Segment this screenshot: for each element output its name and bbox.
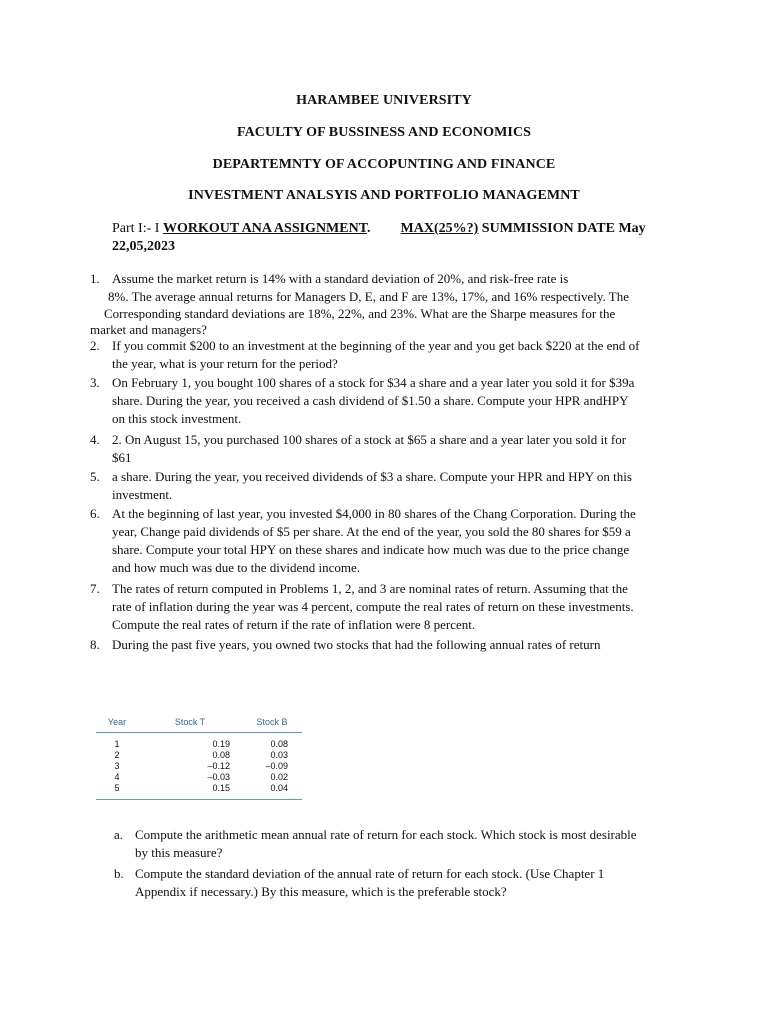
question-text: 2. On August 15, you purchased 100 shares of a stock at $65 a share and a year later you sold it for bbox=[112, 432, 627, 447]
subquestion-letter: a. bbox=[114, 827, 124, 842]
question-text: investment. bbox=[112, 487, 173, 502]
subquestion-text bbox=[135, 826, 683, 862]
question-number: 5. bbox=[90, 469, 100, 484]
stock-b-cell: 0.02 bbox=[270, 771, 288, 782]
submission-date: 22,05,2023 bbox=[112, 239, 175, 254]
stock-b-cell: 0.08 bbox=[270, 738, 288, 749]
question-number: 6. bbox=[90, 506, 100, 521]
question-text: On February 1, you bought 100 shares of a stock for $34 a share and a year later you sold it for $39a bbox=[112, 375, 635, 390]
question-text: Corresponding standard deviations are 18%, 22%, and 23%. What are the Sharpe measures for the bbox=[104, 306, 616, 321]
question-number: 7. bbox=[90, 581, 100, 596]
table-row bbox=[96, 771, 302, 782]
question-number: 4. bbox=[90, 432, 100, 447]
table-row bbox=[96, 782, 302, 800]
question-number: 1. bbox=[90, 271, 100, 286]
year-cell: 4 bbox=[114, 771, 120, 782]
question-text: Assume the market return is 14% with a standard deviation of 20%, and risk-free rate is bbox=[112, 271, 569, 286]
stock-t-cell: 0.19 bbox=[212, 738, 230, 749]
question-text: Compute the real rates of return if the rate of inflation were 8 percent. bbox=[112, 617, 476, 632]
question-text: During the past five years, you owned two stocks that had the following annual rates of return bbox=[112, 637, 601, 652]
table-row bbox=[96, 749, 302, 760]
max-label: MAX(25%?) bbox=[400, 221, 479, 236]
stock-t-cell: 0.08 bbox=[212, 749, 230, 760]
course-title: INVESTMENT ANALSYIS AND PORTFOLIO MANAGEMNT bbox=[188, 188, 580, 203]
workout-dot: . bbox=[367, 221, 371, 236]
table-row bbox=[96, 733, 302, 750]
column-header: Stock B bbox=[242, 712, 302, 733]
column-header: Stock T bbox=[138, 712, 242, 733]
stock-b-cell: 0.03 bbox=[270, 749, 288, 760]
question-text: $61 bbox=[112, 450, 132, 465]
question-text: rate of inflation during the year was 4 percent, compute the real rates of return on these investments. bbox=[112, 599, 634, 614]
column-header: Year bbox=[96, 712, 138, 733]
assignment-info bbox=[112, 220, 672, 256]
question-text: 8%. The average annual returns for Managers D, E, and F are 13%, 17%, and 16% respectively. The bbox=[108, 289, 630, 304]
subquestion-line: by this measure? bbox=[135, 845, 223, 860]
part-label: Part I:- I bbox=[112, 221, 163, 236]
question-number: 3. bbox=[90, 375, 100, 390]
question-text: the year, what is your return for the period? bbox=[112, 356, 338, 371]
workout-label: WORKOUT ANA ASSIGNMENT bbox=[162, 221, 368, 236]
question-text: on this stock investment. bbox=[112, 411, 242, 426]
question-text: At the beginning of last year, you invested $4,000 in 80 shares of the Chang Corporation. During the bbox=[112, 506, 636, 521]
table-row bbox=[96, 760, 302, 771]
subquestion-line: Compute the arithmetic mean annual rate of return for each stock. Which stock is most desirable bbox=[135, 827, 637, 842]
stock-t-cell: –0.12 bbox=[207, 760, 230, 771]
question-text: If you commit $200 to an investment at the beginning of the year and you get back $220 at the end of bbox=[112, 338, 640, 353]
subquestion-text bbox=[135, 865, 683, 901]
question-number: 8. bbox=[90, 637, 100, 652]
stock-b-cell: –0.09 bbox=[265, 760, 288, 771]
question-text: share. Compute your total HPY on these shares and indicate how much was due to the price change bbox=[112, 542, 630, 557]
question-text: and how much was due to the dividend income. bbox=[112, 560, 361, 575]
question-text: a share. During the year, you received dividends of $3 a share. Compute your HPR and HPY on this bbox=[112, 469, 632, 484]
submission-label: SUMMISSION DATE May bbox=[478, 221, 646, 236]
subquestion-line: Appendix if necessary.) By this measure, which is the preferable stock? bbox=[135, 884, 507, 899]
subquestion-line: Compute the standard deviation of the annual rate of return for each stock. (Use Chapter 1 bbox=[135, 866, 605, 881]
stock-b-cell: 0.04 bbox=[242, 782, 302, 800]
year-cell: 3 bbox=[114, 760, 120, 771]
faculty-title: FACULTY OF BUSSINESS AND ECONOMICS bbox=[236, 125, 532, 140]
university-title: HARAMBEE UNIVERSITY bbox=[296, 93, 472, 108]
question-text: share. During the year, you received a cash dividend of $1.50 a share. Compute your HPR andHPY bbox=[112, 393, 629, 408]
question-text: The rates of return computed in Problems 1, 2, and 3 are nominal rates of return. Assuming that the bbox=[112, 581, 628, 596]
question-number: 2. bbox=[90, 338, 100, 353]
question-text: market and managers? bbox=[90, 322, 207, 337]
year-cell: 2 bbox=[114, 749, 120, 760]
stock-t-cell: 0.15 bbox=[138, 782, 242, 800]
year-cell: 1 bbox=[114, 738, 120, 749]
table-header-row bbox=[96, 712, 302, 733]
stock-t-cell: –0.03 bbox=[207, 771, 230, 782]
question-text: year, Change paid dividends of $5 per share. At the end of the year, you sold the 80 shares for $59 a bbox=[112, 524, 631, 539]
subquestion-letter: b. bbox=[114, 866, 124, 881]
year-cell: 5 bbox=[96, 782, 138, 800]
returns-table bbox=[96, 712, 302, 800]
department-title: DEPARTEMNTY OF ACCOPUNTING AND FINANCE bbox=[212, 157, 556, 172]
